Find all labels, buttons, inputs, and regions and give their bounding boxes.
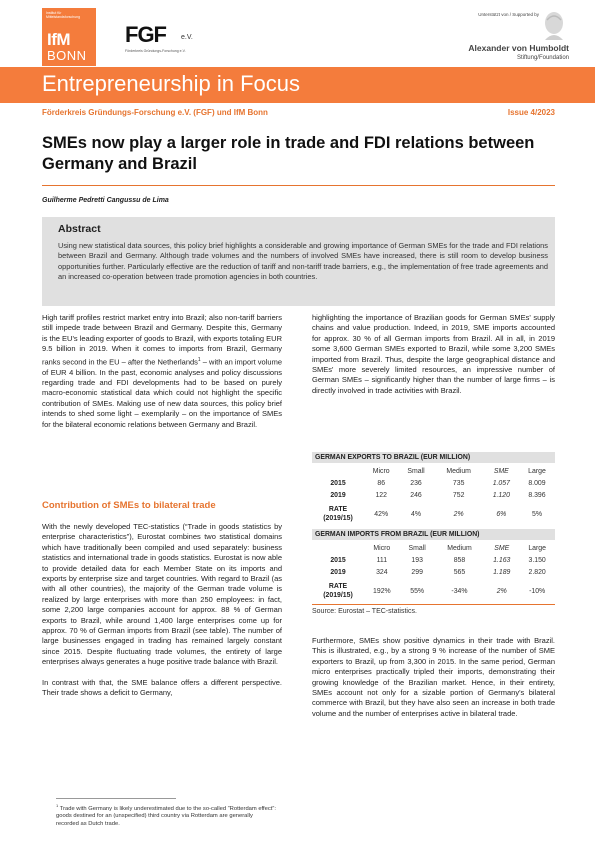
trade-table bbox=[312, 452, 555, 615]
exports-header-row bbox=[312, 465, 555, 477]
fgf-logo-suffix: e.V. bbox=[181, 34, 193, 41]
table-cell: 3.150 bbox=[528, 556, 546, 564]
imports-header-row bbox=[312, 542, 555, 554]
issue-number: Issue 4/2023 bbox=[507, 108, 555, 117]
rate-period: (2019/15) bbox=[323, 515, 353, 522]
row-label: 2019 bbox=[330, 491, 346, 499]
table-cell: 565 bbox=[453, 568, 466, 576]
footnote-divider bbox=[56, 798, 176, 799]
table-cell: 236 bbox=[410, 479, 422, 487]
series-title: Entrepreneurship in Focus bbox=[42, 71, 301, 96]
row-label: 2019 bbox=[330, 568, 346, 576]
ifm-logo-subtitle: Institut für Mittelstandsforschung bbox=[46, 11, 81, 19]
table-row bbox=[312, 489, 555, 501]
table-bottom-rule bbox=[312, 604, 555, 605]
balance-paragraph: In contrast with that, the SME balance offers a different perspective. Their trade shows a deficit to Germany, bbox=[42, 677, 282, 698]
row-label: 2015 bbox=[330, 556, 346, 564]
humboldt-name: Alexander von Humboldt bbox=[468, 43, 569, 53]
right-column-bottom bbox=[312, 636, 555, 719]
col-micro: Micro bbox=[372, 467, 390, 475]
table-cell: 752 bbox=[452, 491, 465, 499]
table-cell: 324 bbox=[376, 568, 388, 576]
table-cell: 1.163 bbox=[493, 556, 511, 564]
publisher-line: Förderkreis Gründungs-Forschung e.V. (FGF) und IfM Bonn bbox=[42, 108, 268, 117]
humboldt-foundation: Stiftung/Foundation bbox=[516, 55, 569, 61]
table-cell: 1.120 bbox=[492, 491, 510, 499]
rate-label: RATE bbox=[328, 583, 348, 590]
footnote-ref: 1 bbox=[197, 356, 201, 363]
abstract-heading: Abstract bbox=[58, 223, 101, 235]
row-label bbox=[312, 578, 364, 604]
table-cell: 246 bbox=[410, 491, 422, 499]
exports-table-title: GERMAN EXPORTS TO BRAZIL (EUR MILLION) bbox=[312, 452, 555, 463]
right-column-top bbox=[312, 313, 555, 396]
rate-period: (2019/15) bbox=[323, 592, 353, 599]
table-cell: 42% bbox=[374, 510, 389, 518]
table-cell: 4% bbox=[411, 510, 421, 518]
table-cell: 8.396 bbox=[528, 491, 546, 499]
imports-table-title: GERMAN IMPORTS FROM BRAZIL (EUR MILLION) bbox=[312, 529, 555, 540]
col-medium: Medium bbox=[446, 467, 471, 475]
row-label: 2015 bbox=[330, 479, 346, 487]
table-cell: 2.820 bbox=[528, 568, 546, 576]
table-cell: 193 bbox=[411, 556, 423, 564]
table-cell: -34% bbox=[451, 587, 468, 595]
left-column-body bbox=[42, 522, 282, 699]
abstract-text: Using new statistical data sources, this policy brief highlights a considerable and growing importance of German SMEs for the trade and FDI relations between Brazil and Germany. Although trade volumes and the numbers of involved SMEs have increased, there is still room to develop business opportunities further. Particularly effective are the reduction of tariff and non-tariff trade barriers, e.g., the implementation of free trade agreements and an increased co-operation between trade promotion agencies in both countries. bbox=[58, 241, 548, 281]
col-small: Small bbox=[408, 544, 426, 552]
fgf-logo-subtitle: Förderkreis Gründungs-Forschung e.V. bbox=[125, 49, 186, 53]
abstract-box bbox=[42, 217, 555, 306]
page-title: SMEs now play a larger role in trade and FDI relations between Germany and Brazil bbox=[42, 134, 535, 173]
footnote-text: Trade with Germany is likely underestimated due to the so-called “Rotterdam effect”: goods destined for an (unspecified) third country via Rotterdam are generally recorded as Dutch trade. bbox=[56, 805, 276, 827]
ifm-logo-name: IfM bbox=[47, 30, 71, 49]
imports-paragraph: highlighting the importance of Brazilian goods for German SMEs' supply chains and value production. Indeed, in 2019, SME imports accounted for approx. 30 % of all German imports from Brazil. All in all, in 2019 some 3,600 German SMEs exported to Brazil, while some 3,200 SMEs imported from Brazil. Thus, despite the large geographical distance and SMEs' more severely limited resources, an impressive number of German SMEs – significantly higher than the number of large firms – is directly involved in trade activities with Brazil. bbox=[312, 313, 555, 395]
footnote bbox=[56, 802, 276, 828]
table-cell: 5% bbox=[531, 510, 542, 518]
table-cell: 1.189 bbox=[493, 568, 511, 576]
col-sme: SME bbox=[494, 544, 510, 552]
supported-by-label: Unterstützt von / Supported by bbox=[478, 12, 539, 17]
table-cell: 6% bbox=[496, 510, 507, 518]
table-source: Source: Eurostat – TEC-statistics. bbox=[312, 608, 417, 615]
ifm-bonn-logo bbox=[42, 8, 96, 66]
intro-paragraph bbox=[42, 313, 282, 430]
table-cell: 86 bbox=[377, 479, 386, 487]
table-cell: 8.009 bbox=[528, 479, 546, 487]
intro-text-b: – with an import volume of EUR 4 billion. In the past, economic analyses and policy discussions regarding trade and FDI developments had to be based on purely macro-economic statistical data which could not highlight the specific contribution of SMEs. Making use of new data sources, this policy brief intends to shed some light – exemplarily – on the importance of SMEs for the bilateral economic relations between Germany and Brazil. bbox=[42, 357, 282, 429]
col-large: Large bbox=[528, 544, 546, 552]
col-small: Small bbox=[407, 467, 425, 475]
col-sme: SME bbox=[493, 467, 509, 475]
humboldt-portrait-icon bbox=[539, 10, 569, 42]
exports-table bbox=[312, 465, 555, 527]
footnote-mark: 1 bbox=[56, 803, 59, 808]
fgf-logo-name: FGF bbox=[125, 22, 166, 47]
tec-paragraph: With the newly developed TEC-statistics (“Trade in goods statistics by enterprise characteristics”), Eurostat combines two statistical domains which have traditionally been compiled and used separately: business statistics and international trade in goods statistics. Eurostat is now able to provide detailed data for each Member State on its imports and exports by enterprise size and target countries. With regard to Brazil (as with all other countries), the majority of the German trade volume is realized by large enterprises with more than 250 employees: in fact, some 2,200 large companies account for approx. 88 % of German exports to Brazil, while around 1,400 large enterprises come up for approx. 70 % of German imports from Brazil (see table). The number of large businesses engaged in trading has remained largely constant since 2015. Despite fluctuating trade volumes, the entirety of large enterprises always generates a huge positive trade balance with Brazil. bbox=[42, 522, 282, 667]
table-cell: 299 bbox=[411, 568, 423, 576]
humboldt-foundation-logo bbox=[421, 10, 581, 70]
dynamics-paragraph: Furthermore, SMEs show positive dynamics in their trade with Brazil. This is illustrated, e.g., by a strong 9 % increase of the number of SME exporters to Brazil, up from 3,300 in 2015. In the same period, German micro enterprises practically tripled their imports, demonstrating their growing knowledge of the Brazilian market. Hence, in their entirety, SMEs account not only for a sizable portion of Germany's bilateral commerce with Brazil, but they have also seen an increase in both trade volume and the number of enterprises active in bilateral trade. bbox=[312, 636, 555, 718]
title-divider bbox=[42, 185, 555, 186]
series-banner bbox=[0, 67, 595, 103]
author-name: Guilherme Pedretti Cangussu de Lima bbox=[42, 197, 169, 204]
table-cell: 858 bbox=[453, 556, 466, 564]
table-cell: 2% bbox=[453, 510, 464, 518]
rate-label: RATE bbox=[328, 506, 348, 513]
table-cell: 122 bbox=[375, 491, 387, 499]
table-row bbox=[312, 501, 555, 527]
table-cell: 1.057 bbox=[492, 479, 510, 487]
table-cell: 55% bbox=[410, 587, 425, 595]
fgf-logo bbox=[125, 22, 193, 53]
col-medium: Medium bbox=[447, 544, 472, 552]
col-micro: Micro bbox=[373, 544, 391, 552]
table-cell: -10% bbox=[529, 587, 546, 595]
table-row bbox=[312, 477, 555, 489]
row-label bbox=[312, 501, 364, 527]
left-column bbox=[42, 313, 282, 430]
table-cell: 735 bbox=[452, 479, 465, 487]
section-heading: Contribution of SMEs to bilateral trade bbox=[42, 500, 216, 511]
table-cell: 111 bbox=[376, 556, 388, 564]
ifm-logo-city: BONN bbox=[47, 48, 87, 63]
table-cell: 2% bbox=[496, 587, 507, 595]
table-row bbox=[312, 554, 555, 566]
table-row bbox=[312, 566, 555, 578]
table-row bbox=[312, 578, 555, 604]
table-cell: 192% bbox=[373, 587, 391, 595]
imports-table bbox=[312, 542, 555, 604]
intro-text-a: High tariff profiles restrict market entry into Brazil; also non-tariff barriers still impede trade between Brazil and Germany. Despite this, Germany is the EU's leading exporter of goods to Brazil, with exports totaling EUR 9.5 billion in 2019. When it comes to imports from Brazil, Germany ranks second in the EU – after the Netherlands bbox=[42, 313, 282, 367]
col-large: Large bbox=[528, 467, 546, 475]
